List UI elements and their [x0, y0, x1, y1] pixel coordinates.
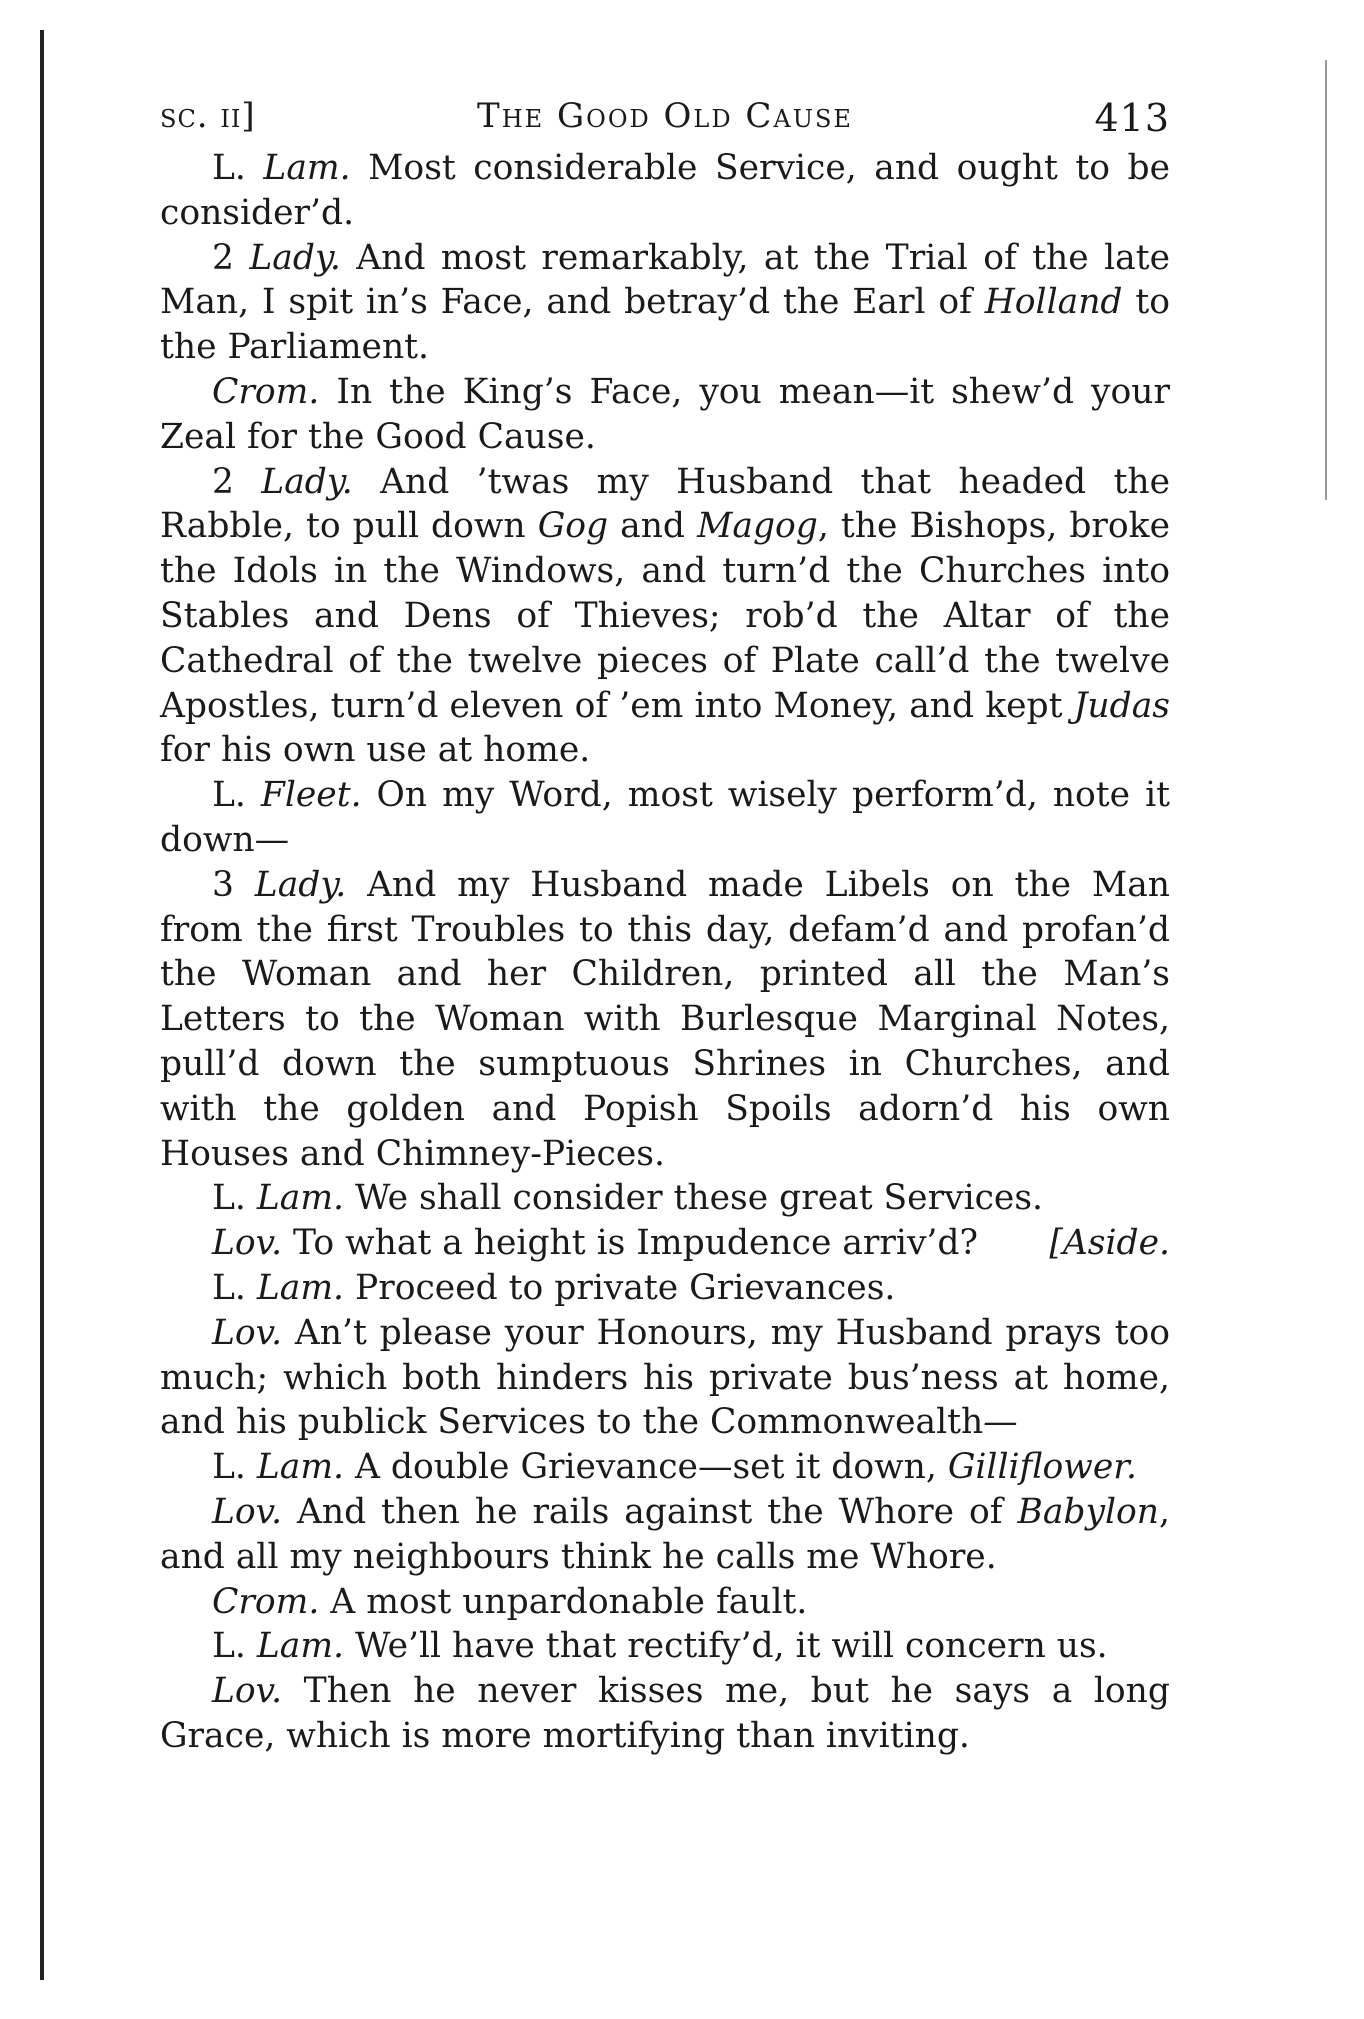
speech: L. Lam. Most considerable Service, and ought to be consider’d.	[160, 148, 1170, 233]
page-edge-right	[1325, 60, 1327, 500]
speaker-name: Crom.	[212, 371, 320, 412]
speaker-name: Lady.	[261, 461, 353, 502]
speech: Lov. Then he never kisses me, but he says a long Grace, which is more mortifying than inviting.	[160, 1671, 1170, 1756]
scene-marker: sc. ii]	[160, 96, 256, 136]
speech: L. Lam. A double Grievance—set it down, Gilliflower.	[212, 1447, 1137, 1488]
speech: L. Lam. We shall consider these great Services.	[212, 1178, 1044, 1219]
speech: 2 Lady. And ’twas my Husband that headed the Rabble, to pull down Gog and Magog, the Bishops, broke the Idols in the Windows, and turn’d the Churches into Stables and Dens of Thieves; rob’d the Altar of the Cathedral of the twelve pieces of Plate call’d the twelve Apostles, turn’d eleven of ’em into Money, and kept Judas for his own use at home.	[160, 461, 1170, 771]
running-title: The Good Old Cause	[477, 96, 853, 136]
speech: Crom. A most unpardonable fault.	[212, 1581, 808, 1622]
speech: 2 Lady. And most remarkably, at the Trial of the late Man, I spit in’s Face, and betray’d the Earl of Holland to the Parliament.	[160, 237, 1170, 368]
speech: 3 Lady. And my Husband made Libels on the Man from the first Troubles to this day, defam’d and profan’d the Woman and her Children, printed all the Man’s Letters to the Woman with Burlesque Marginal Notes, pull’d down the sumptuous Shrines in Churches, and with the golden and Popish Spoils adorn’d his own Houses and Chimney-Pieces.	[160, 864, 1170, 1174]
page-number: 413	[1094, 96, 1170, 140]
speaker-name: Lov.	[212, 1312, 283, 1353]
speaker-name: Lam.	[256, 1267, 345, 1308]
running-header	[160, 96, 1170, 148]
speaker-name: Lam.	[256, 1447, 345, 1488]
speaker-name: Crom.	[212, 1581, 320, 1622]
speech: Lov. And then he rails against the Whore of Babylon, and all my neighbours think he calls me Whore.	[160, 1491, 1170, 1577]
page-edge-left	[40, 30, 44, 1980]
speaker-name: Lam.	[263, 148, 351, 188]
speech: Lov. To what a height is Impudence arriv’d? [Aside.	[160, 1221, 1170, 1266]
speech: L. Lam. Proceed to private Grievances.	[212, 1267, 896, 1308]
speaker-name: Lady.	[249, 237, 341, 278]
speech: Lov. An’t please your Honours, my Husband prays too much; which both hinders his private bus’ness at home, and his publick Services to the Commonwealth—	[160, 1312, 1170, 1443]
speaker-name: Lam.	[256, 1626, 345, 1667]
speech: L. Fleet. On my Word, most wisely perform’d, note it down—	[160, 775, 1171, 860]
play-text	[160, 146, 1170, 1759]
speech: L. Lam. We’ll have that rectify’d, it will concern us.	[212, 1626, 1108, 1667]
speech: Crom. In the King’s Face, you mean—it shew’d your Zeal for the Good Cause.	[160, 371, 1170, 457]
speaker-name: Lov.	[212, 1223, 283, 1264]
speaker-name: Lov.	[212, 1491, 283, 1532]
speaker-name: Lady.	[254, 864, 347, 905]
speaker-name: Lam.	[256, 1178, 345, 1219]
stage-direction: [Aside.	[1049, 1223, 1170, 1264]
speaker-name: Fleet.	[260, 775, 362, 816]
speaker-name: Lov.	[212, 1671, 283, 1712]
